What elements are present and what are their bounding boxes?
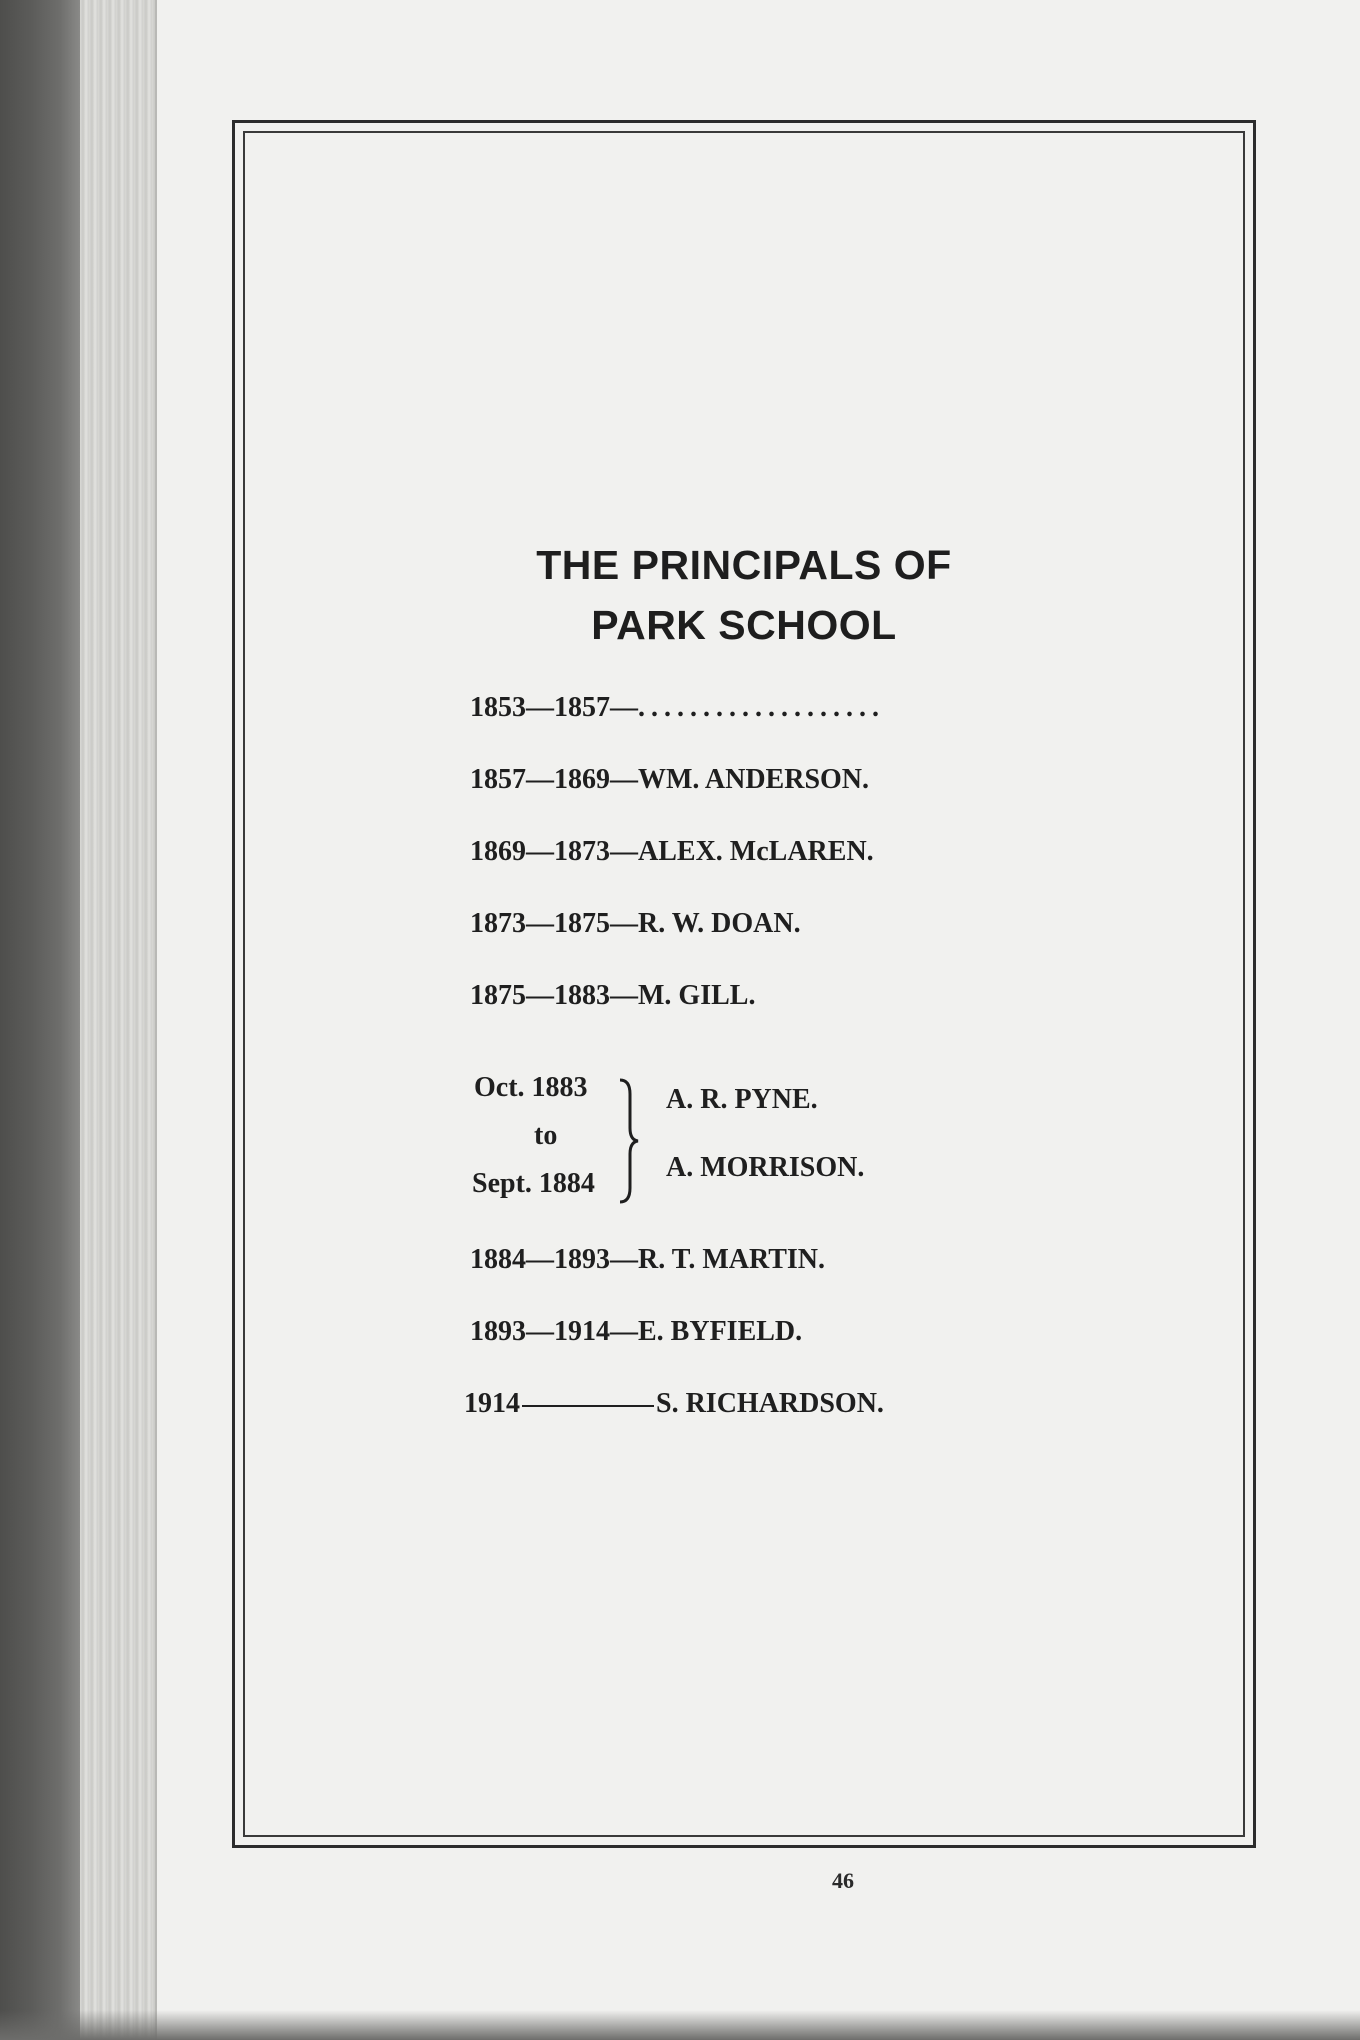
- principal-entry: [470, 1244, 825, 1276]
- principal-entry: [470, 908, 801, 940]
- entry-years: 1857—1869—: [470, 764, 638, 795]
- term-end: Sept. 1884: [472, 1168, 595, 1199]
- entry-name: ...................: [638, 692, 885, 723]
- entry-name: M. GILL.: [638, 980, 756, 1011]
- entry-years: 1884—1893—: [470, 1244, 638, 1275]
- principal-entry: [470, 764, 869, 796]
- principal-entry: [470, 836, 874, 868]
- entry-years: 1869—1873—: [470, 836, 638, 867]
- entry-name: WM. ANDERSON.: [638, 764, 870, 795]
- book-spine: [0, 0, 80, 2040]
- dash-rule: [522, 1405, 654, 1407]
- principal-entry: [470, 980, 755, 1012]
- term-start: Oct. 1883: [474, 1072, 588, 1103]
- shared-term-block: [470, 1072, 1090, 1212]
- entry-name: R. T. MARTIN.: [638, 1244, 825, 1275]
- title-line-2: PARK SCHOOL: [591, 602, 897, 648]
- principal-entry: [464, 1388, 884, 1420]
- entry-years: 1875—1883—: [470, 980, 638, 1011]
- term-to: to: [534, 1120, 558, 1151]
- entry-name: E. BYFIELD.: [638, 1316, 803, 1347]
- entry-name: ALEX. McLAREN.: [638, 836, 874, 867]
- page-edges: [80, 0, 157, 2040]
- entry-years: 1873—1875—: [470, 908, 638, 939]
- principal-entry: [470, 1316, 802, 1348]
- entry-years: 1853—1857—: [470, 692, 638, 723]
- entry-name: R. W. DOAN.: [638, 908, 801, 939]
- entry-years: 1914: [464, 1388, 520, 1419]
- page-title: [232, 535, 1256, 655]
- scan-shadow: [0, 2010, 1360, 2040]
- entry-years: 1893—1914—: [470, 1316, 638, 1347]
- principal-entry: [470, 692, 885, 724]
- term-name: A. MORRISON.: [666, 1152, 865, 1183]
- page-number: 46: [832, 1868, 854, 1893]
- term-name: A. R. PYNE.: [666, 1084, 818, 1115]
- title-line-1: THE PRINCIPALS OF: [536, 542, 952, 588]
- curly-brace-icon: [616, 1076, 640, 1206]
- entry-name: S. RICHARDSON.: [656, 1388, 884, 1419]
